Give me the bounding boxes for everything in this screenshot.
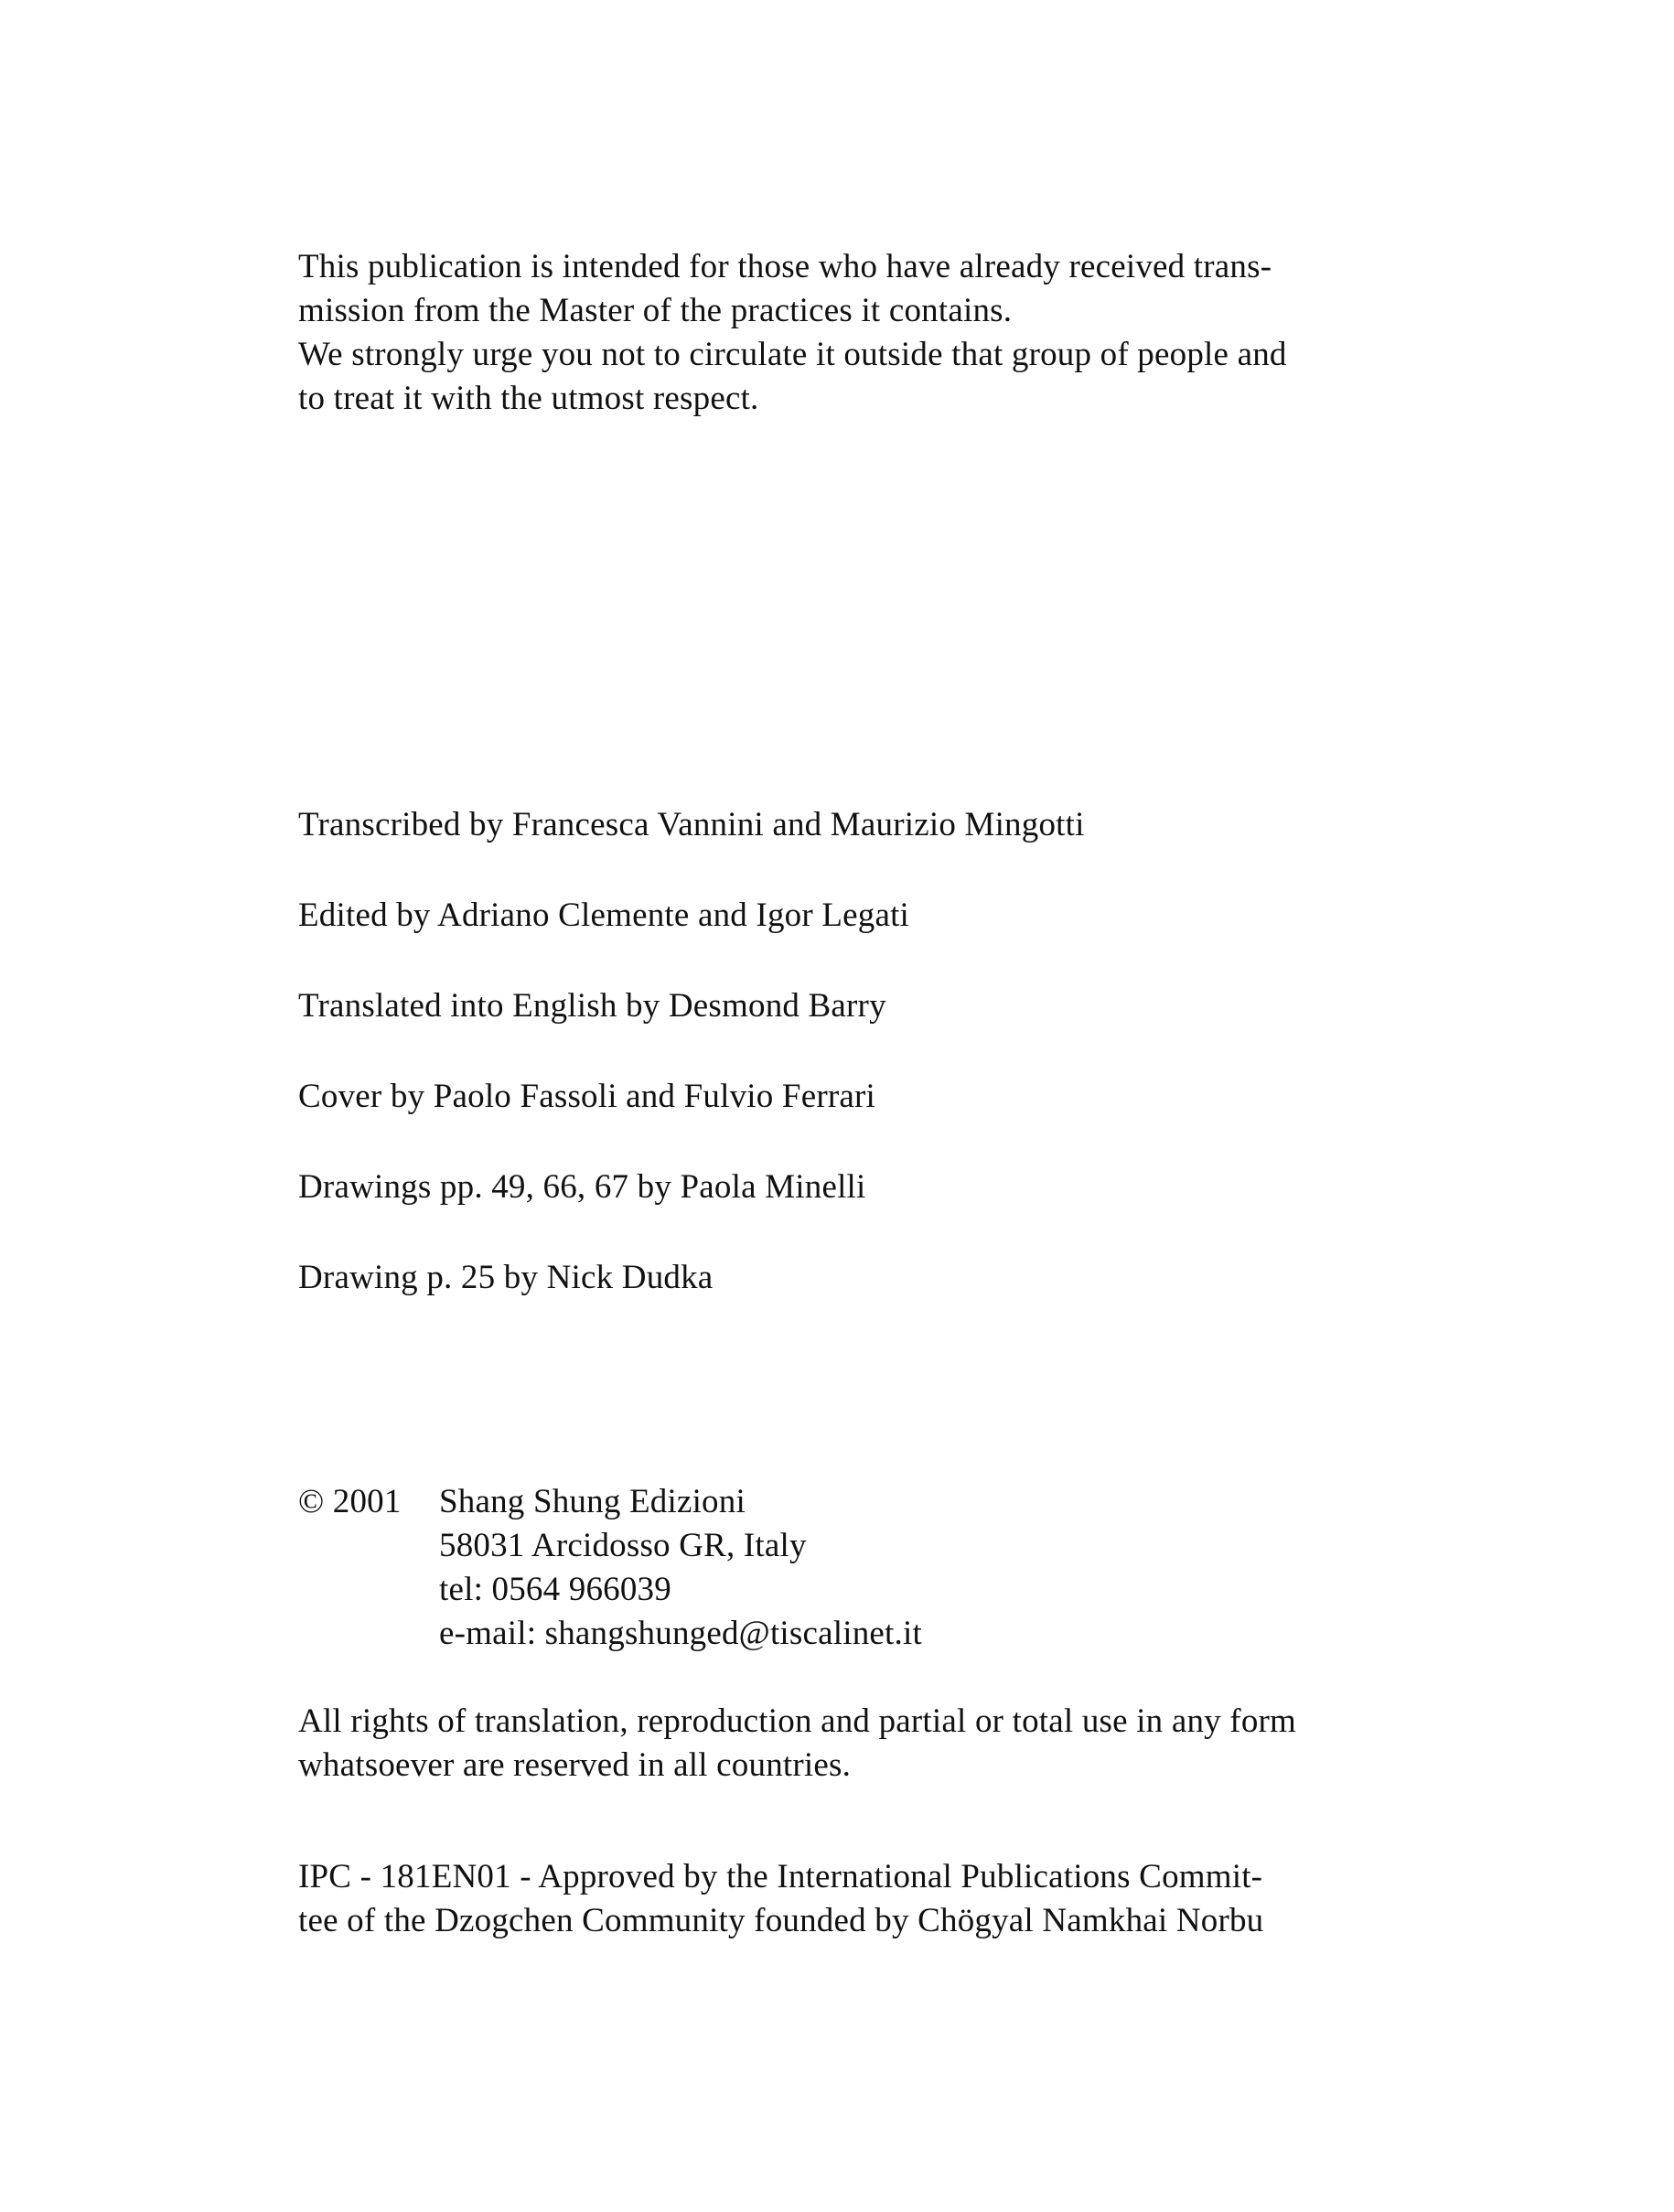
copyright-line <box>298 1480 1378 1524</box>
credit-cover: Cover by Paolo Fassoli and Fulvio Ferrari <box>298 1078 875 1115</box>
credits-list <box>298 803 1378 1347</box>
ipc-line: IPC - 181EN01 - Approved by the International Publications Commit- <box>298 1858 1263 1895</box>
credit-transcribed: Transcribed by Francesca Vannini and Maurizio Mingotti <box>298 806 1085 843</box>
ipc-line: tee of the Dzogchen Community founded by Chögyal Namkhai Norbu <box>298 1902 1264 1939</box>
credit-translated: Translated into English by Desmond Barry <box>298 987 886 1025</box>
notice-line: mission from the Master of the practices it contains. <box>298 292 1013 329</box>
credit-edited: Edited by Adriano Clemente and Igor Legati <box>298 897 910 934</box>
publisher-tel: tel: 0564 966039 <box>439 1571 671 1608</box>
usage-notice <box>298 245 1378 421</box>
notice-line: This publication is intended for those who have already received trans- <box>298 248 1272 285</box>
credit-drawing: Drawing p. 25 by Nick Dudka <box>298 1259 714 1296</box>
rights-line: All rights of translation, reproduction and partial or total use in any form <box>298 1702 1297 1740</box>
ipc-approval <box>298 1855 1378 1943</box>
notice-line: to treat it with the utmost respect. <box>298 380 759 417</box>
notice-line: We strongly urge you not to circulate it outside that group of people and <box>298 336 1287 373</box>
credit-drawings: Drawings pp. 49, 66, 67 by Paola Minelli <box>298 1168 866 1206</box>
publisher-name: Shang Shung Edizioni <box>439 1483 746 1520</box>
publisher-address: 58031 Arcidosso GR, Italy <box>439 1527 807 1564</box>
rights-notice <box>298 1700 1378 1788</box>
publisher-email: e-mail: shangshunged@tiscalinet.it <box>439 1615 922 1652</box>
copyright-year: © 2001 <box>298 1483 402 1520</box>
copyright-block <box>298 1480 1378 1656</box>
rights-line: whatsoever are reserved in all countries. <box>298 1746 852 1784</box>
